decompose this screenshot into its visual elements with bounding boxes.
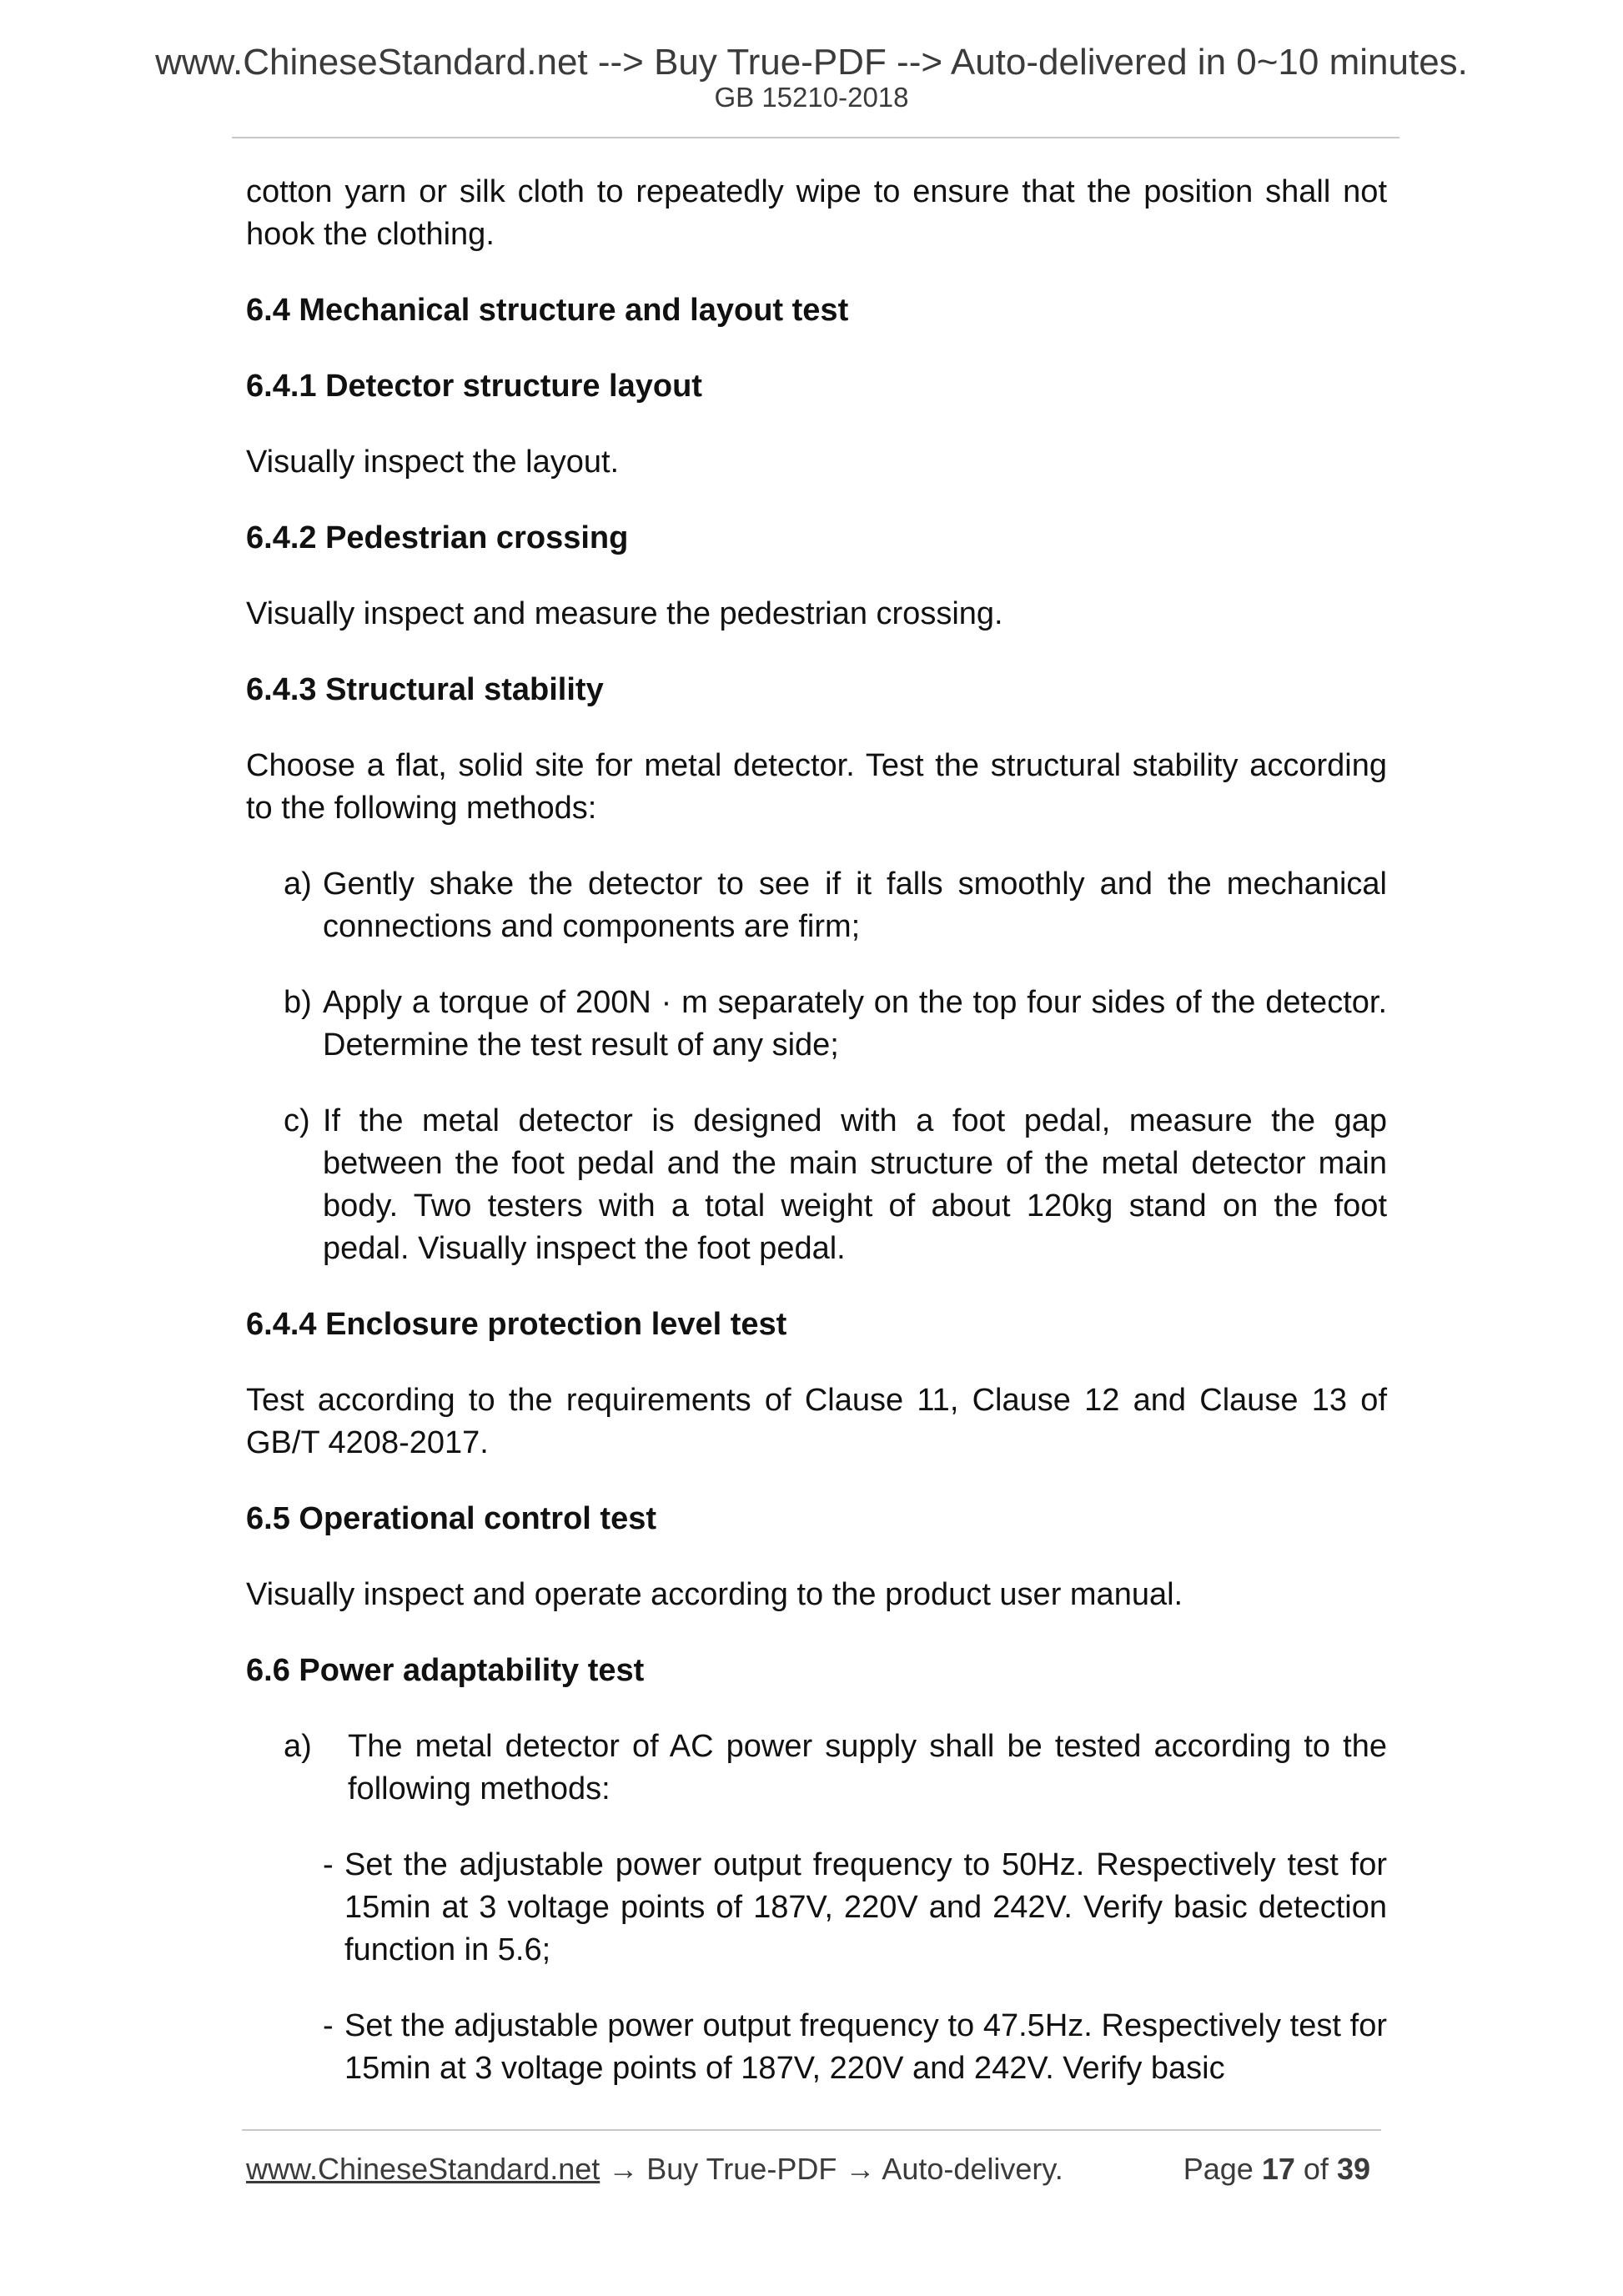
heading-6-4-2: 6.4.2 Pedestrian crossing: [246, 520, 629, 555]
paragraph-6-4-4: Test according to the requirements of Clause 11, Clause 12 and Clause 13 of GB/T 4208-2017.: [246, 1383, 1387, 1460]
list-item: [284, 1100, 1387, 1270]
list-item-text: Apply a torque of 200N · m separately on the top four sides of the detector. Determine the test result of any side;: [323, 985, 1387, 1063]
footer: [246, 2152, 1380, 2187]
document-code: GB 15210-2018: [714, 82, 909, 113]
paragraph-6-5: Visually inspect and operate according to the product user manual.: [246, 1577, 1183, 1612]
paragraph-6-4-1: Visually inspect the layout.: [246, 445, 620, 480]
heading-6-4: 6.4 Mechanical structure and layout test: [246, 293, 849, 328]
list-item-label: a): [284, 867, 312, 902]
of-word: of: [1303, 2152, 1329, 2186]
list-item: [284, 982, 1387, 1067]
paragraph-6-4-3: Choose a flat, solid site for metal detector. Test the structural stability according to the following methods:: [246, 748, 1387, 826]
page-number: 17: [1261, 2152, 1295, 2186]
page-total: 39: [1336, 2152, 1370, 2186]
sub-list-item: [323, 1844, 1387, 1972]
header-banner: www.ChineseStandard.net --> Buy True-PDF --> Auto-delivered in 0~10 minutes.: [155, 42, 1468, 83]
list-item: [284, 1726, 1387, 1811]
sub-list-text: Set the adjustable power output frequency to 50Hz. Respectively test for 15min at 3 voltage points of 187V, 220V and 242V. Verify basic detection function in 5.6;: [344, 1847, 1387, 1967]
list-item-label: a): [284, 1729, 312, 1764]
list-item-label: c): [284, 1103, 310, 1138]
list-item-label: b): [284, 985, 312, 1020]
list-item-text: The metal detector of AC power supply shall be tested according to the following methods:: [348, 1729, 1387, 1806]
page-content: [246, 171, 1387, 2123]
heading-6-4-3: 6.4.3 Structural stability: [246, 672, 604, 707]
heading-6-4-1: 6.4.1 Detector structure layout: [246, 369, 702, 404]
heading-6-6: 6.6 Power adaptability test: [246, 1653, 645, 1688]
sub-list-bullet: -: [323, 2008, 334, 2043]
sub-list-text: Set the adjustable power output frequency to 47.5Hz. Respectively test for 15min at 3 voltage points of 187V, 220V and 242V. Verify basic: [344, 2008, 1387, 2086]
footer-site-link[interactable]: www.ChineseStandard.net: [246, 2152, 600, 2186]
list-item-text: If the metal detector is designed with a foot pedal, measure the gap between the foot pedal and the main structure of the metal detector main body. Two testers with a total weight of about 120kg stand on the foot pedal. Visually inspect the foot pedal.: [323, 1103, 1387, 1266]
intro-paragraph: cotton yarn or silk cloth to repeatedly wipe to ensure that the position shall not hook the clothing.: [246, 174, 1387, 252]
page-indicator: [1183, 2152, 1370, 2187]
page-word: Page: [1183, 2152, 1254, 2186]
footer-promo: → Buy True-PDF → Auto-delivery.: [600, 2152, 1063, 2186]
list-item: [284, 863, 1387, 948]
sub-list-item: [323, 2005, 1387, 2090]
heading-6-4-4: 6.4.4 Enclosure protection level test: [246, 1307, 787, 1342]
paragraph-6-4-2: Visually inspect and measure the pedestrian crossing.: [246, 596, 1003, 631]
header-divider: [232, 137, 1399, 138]
list-item-text: Gently shake the detector to see if it falls smoothly and the mechanical connections and components are firm;: [323, 867, 1387, 944]
sub-list-bullet: -: [323, 1847, 334, 1882]
heading-6-5: 6.5 Operational control test: [246, 1501, 656, 1536]
footer-divider: [242, 2129, 1381, 2131]
